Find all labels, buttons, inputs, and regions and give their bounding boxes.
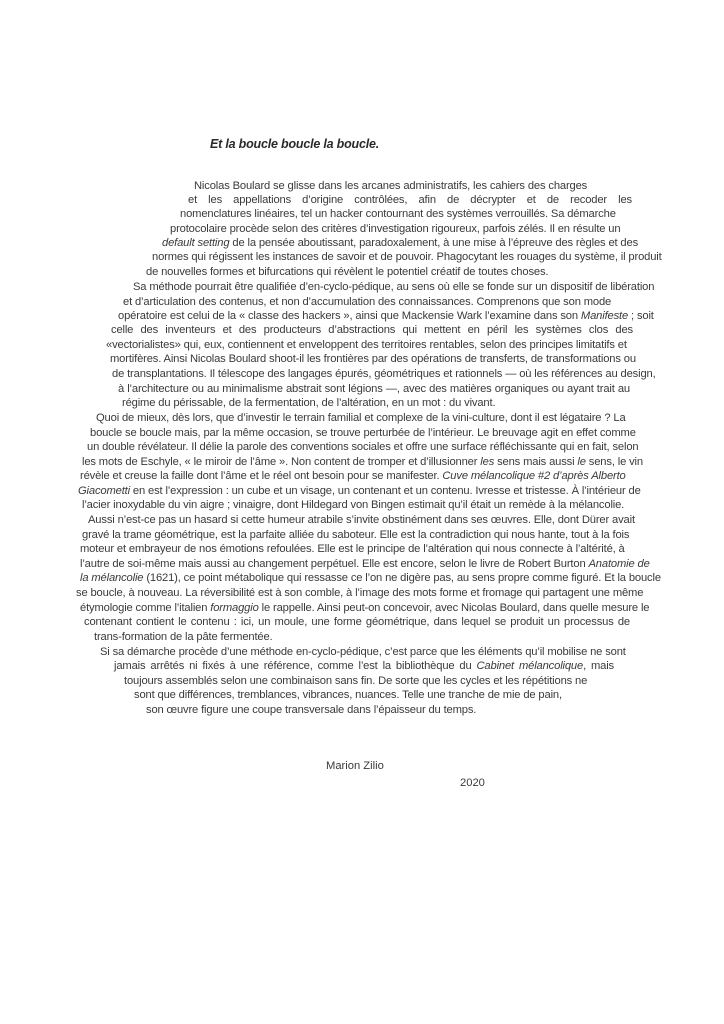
text-segment: sont que différences, tremblances, vibrances, nuances. Telle une tranche de mie de pain, [134, 689, 562, 701]
text-line [194, 179, 626, 193]
text-segment: se boucle, à nouveau. La réversibilité est à son comble, à l’image des mots forme et fromage qui partagent une même [76, 587, 644, 599]
text-segment: «vectorialistes» qui, eux, contiennent et enveloppent des territoires rentables, selon des principes limitatifs et [106, 339, 627, 351]
text-segment: Sa méthode pourrait être qualifiée d’en-cyclo-pédique, au sens où elle se fonde sur un dispositif de libération [133, 281, 655, 293]
text-segment: Aussi n’est-ce pas un hasard si cette humeur atrabile s’invite obstinément dans ses œuvres. Elle, dont Dürer avait [88, 514, 635, 526]
text-line [152, 250, 662, 264]
text-line [80, 469, 626, 483]
text-segment: Nicolas Boulard se glisse dans les arcanes administratifs, les cahiers des charges [194, 180, 588, 192]
text-line [76, 586, 644, 600]
text-line [78, 484, 641, 498]
text-segment: normes qui régissent les instances de savoir et de pouvoir. Phagocytant les rouages du système, il produit [152, 251, 662, 263]
italic-text: les [480, 456, 495, 468]
text-line [80, 542, 636, 556]
text-segment: l’autre de soi-même mais aussi au changement perpétuel. Elle est encore, selon le livre de Robert Burton [80, 558, 589, 570]
text-segment: en est l’expression : un cube et un visage, un contenant et un contenu. Ivresse et tristesse. À l’intérieur de [129, 485, 641, 497]
text-line [133, 280, 655, 294]
italic-text: formaggio [210, 602, 259, 614]
text-line [90, 426, 636, 440]
text-segment: toujours assemblés selon une combinaison sans fin. De sorte que les cycles et les répétitions ne [124, 675, 588, 687]
text-line [106, 338, 630, 352]
text-line [82, 528, 630, 542]
document-title: Et la boucle boucle la boucle. [210, 137, 380, 151]
text-line [88, 513, 635, 527]
text-line [94, 630, 394, 644]
italic-text: la mélancolie [80, 572, 144, 584]
text-segment: le rappelle. Ainsi peut-on concevoir, avec Nicolas Boulard, dans quelle mesure le [258, 602, 650, 614]
text-segment: Si sa démarche procède d’une méthode en-cyclo-pédique, c’est parce que les éléments qu’il mobilise ne sont [100, 646, 626, 658]
text-line [80, 601, 650, 615]
text-segment: l’acier inoxydable du vin aigre ; vinaigre, dont Hildegard von Bingen estimait qu’il était un remède à la mélancolie. [82, 499, 625, 511]
author-name: Marion Zilio [326, 760, 384, 772]
text-segment: protocolaire procède selon des critères d’investigation rigoureux, parfois zélés. Il en résulte un [170, 223, 621, 235]
italic-text: Cabinet mélancolique [476, 660, 584, 672]
text-segment: révèle et creuse la faille dont l’âme et le réel ont besoin pour se manifester. [80, 470, 443, 482]
text-line [146, 703, 566, 717]
text-line [82, 455, 643, 469]
text-segment: gravé la trame géométrique, est la parfaite alliée du saboteur. Elle est la contradiction qui nous hante, tout à la fois [82, 529, 630, 541]
text-segment: opératoire est celui de la « classe des hackers », ainsi que Mackensie Wark l’examine dans son [118, 310, 581, 322]
text-segment: et d’articulation des contenus, et non d’accumulation des connaissances. Comprenons que son mode [123, 296, 612, 308]
text-line [111, 323, 633, 337]
text-line [188, 193, 632, 207]
text-segment: de la pensée aboutissant, paradoxalement, à une mise à l’épreuve des règles et des [229, 237, 639, 249]
italic-text: Cuve mélancolique #2 d’après Alberto [442, 470, 626, 482]
text-segment: jamais arrêtés ni fixés à une référence, comme l’est la bibliothèque du [114, 660, 477, 672]
text-segment: contenant contient le contenu : ici, un moule, une forme géométrique, dans lequel se produit un processus de [84, 616, 630, 628]
italic-text: Anatomie de [588, 558, 650, 570]
text-segment: sens mais aussi [494, 456, 578, 468]
text-segment: les mots de Eschyle, « le miroir de l’âme ». Non content de tromper et d’illusionner [82, 456, 481, 468]
text-line [162, 236, 639, 250]
text-segment: de nouvelles formes et bifurcations qui révèlent le potentiel créatif de toutes choses. [146, 266, 549, 278]
text-line [170, 222, 621, 236]
text-line [96, 411, 636, 425]
text-segment: régime du périssable, de la fermentation, de l’altération, en un mot : du vivant. [122, 397, 496, 409]
publication-year: 2020 [460, 777, 485, 789]
italic-text: Manifeste [580, 310, 629, 322]
text-line [80, 557, 650, 571]
text-line [180, 207, 620, 221]
text-line [122, 396, 522, 410]
text-segment: celle des inventeurs et des producteurs d’abstractions qui mettent en péril les systèmes clos des [111, 324, 633, 336]
text-line [82, 498, 625, 512]
text-segment: ; soit [628, 310, 654, 322]
text-segment: étymologie comme l’italien [80, 602, 211, 614]
text-segment: de transplantations. Il télescope des langages épurés, géométriques et rationnels — où les références au design, [112, 368, 656, 380]
text-line [84, 615, 630, 629]
text-segment: trans-formation de la pâte fermentée. [94, 631, 273, 643]
text-segment: un double révélateur. Il délie la parole des conventions sociales et offre une surface réfléchissante qui en fait, selon [87, 441, 639, 453]
text-line [100, 645, 630, 659]
text-segment: et les appellations d’origine contrôlées, afin de décrypter et de recoder les [188, 194, 632, 206]
text-segment: à l’architecture ou au minimalisme abstrait sont légions —, avec des matières organiques ou ayant trait au [118, 383, 630, 395]
text-line [123, 295, 629, 309]
text-segment: mortifères. Ainsi Nicolas Boulard shoot-il les frontières par des opérations de transferts, de transformations ou [110, 353, 636, 365]
text-segment: (1621), ce point métabolique qui ressasse ce l’on ne digère pas, au sens propre comme figuré. Et la boucle [143, 572, 661, 584]
text-line [80, 571, 661, 585]
italic-text: default setting [162, 237, 230, 249]
text-line [110, 352, 636, 366]
text-line [134, 688, 574, 702]
text-segment: nomenclatures linéaires, tel un hacker contournant des systèmes verrouillés. Sa démarche [180, 208, 616, 220]
text-segment: , mais [583, 660, 614, 672]
text-line [124, 674, 606, 688]
text-line [114, 659, 614, 673]
text-line [146, 265, 586, 279]
text-segment: son œuvre figure une coupe transversale dans l’épaisseur du temps. [146, 704, 477, 716]
text-segment: moteur et embrayeur de nos émotions refoulées. Elle est le principe de l’altération qui nous connecte à l’altérité, à [80, 543, 625, 555]
text-line [118, 309, 654, 323]
text-segment: sens, le vin [585, 456, 643, 468]
text-line [87, 440, 639, 454]
italic-text: le [577, 456, 586, 468]
text-line [112, 367, 656, 381]
text-segment: boucle se boucle mais, par la même occasion, se trouve perturbée de l’intérieur. Le breuvage agit en effet comme [90, 427, 636, 439]
text-line [118, 382, 630, 396]
italic-text: Giacometti [78, 485, 130, 497]
text-segment: Quoi de mieux, dès lors, que d’investir le terrain familial et complexe de la vini-culture, dont il est légataire ? La [96, 412, 626, 424]
